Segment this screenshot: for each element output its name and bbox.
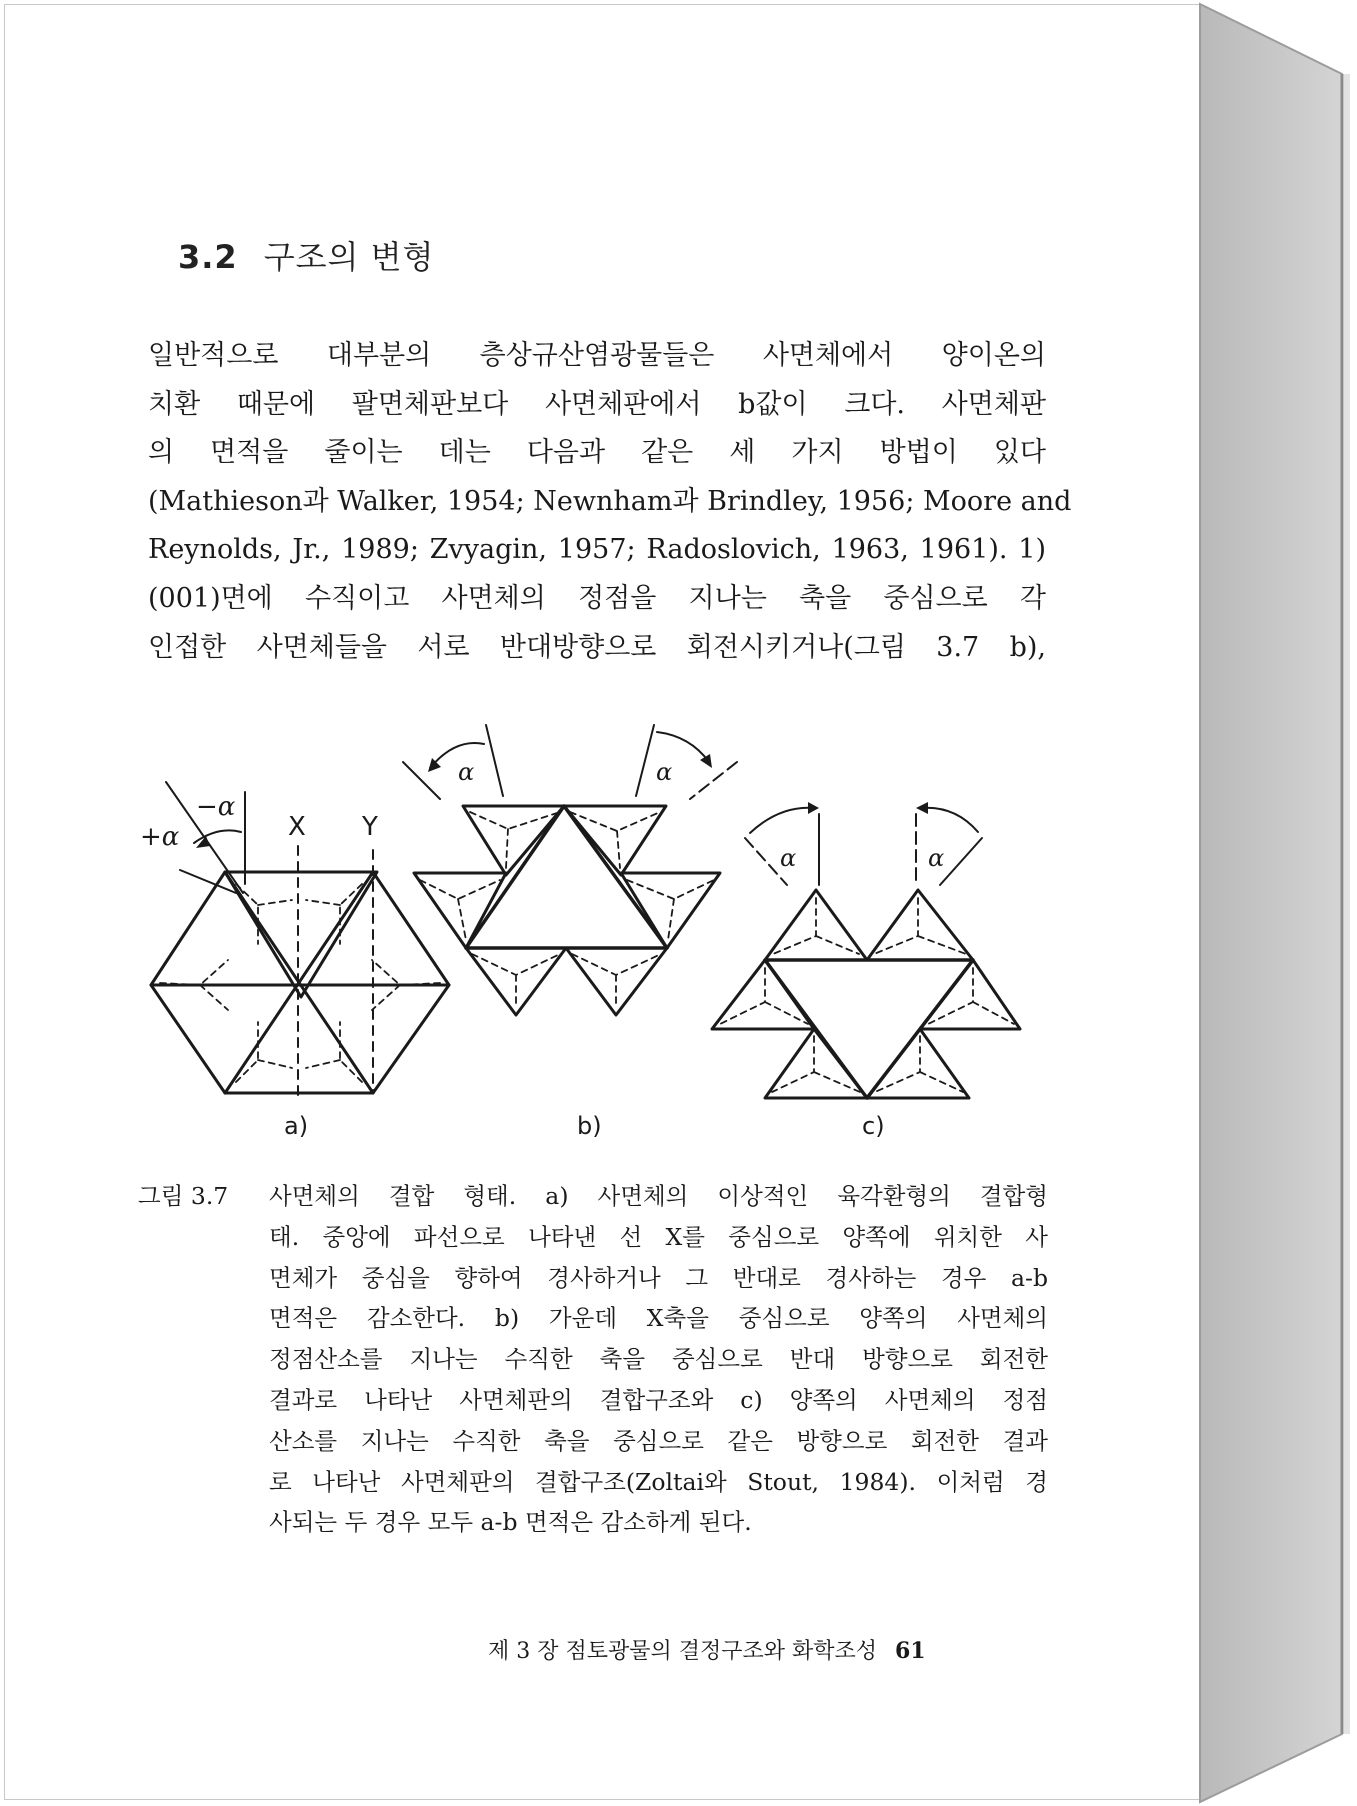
alpha-label-b-right: α (656, 758, 673, 786)
caption-line: 면적은 감소한다. b) 가운데 X축을 중심으로 양쪽의 사면체의 (269, 1304, 1048, 1333)
caption-line: 결과로 나타난 사면체판의 결합구조와 c) 양쪽의 사면체의 정점 (269, 1385, 1048, 1414)
alpha-label-b-left: α (458, 758, 475, 786)
section-number: 3.2 (178, 238, 238, 276)
body-line: 인접한 사면체들을 서로 반대방향으로 회전시키거나(그림 3.7 b), (148, 631, 1046, 663)
angle-minus-label: −α (196, 792, 236, 822)
caption-line: 사되는 두 경우 모두 a-b 면적은 감소하게 된다. (269, 1508, 752, 1537)
body-line: Reynolds, Jr., 1989; Zvyagin, 1957; Radoslovich, 1963, 1961). 1) (148, 534, 1046, 566)
body-line: 치환 때문에 팔면체판보다 사면체판에서 b값이 크다. 사면체판 (148, 388, 1046, 420)
caption-label: 그림 3.7 (138, 1182, 229, 1210)
page-number: 61 (895, 1638, 926, 1664)
body-line: 일반적으로 대부분의 층상규산염광물들은 사면체에서 양이온의 (148, 340, 1046, 371)
caption-line: 산소를 지나는 수직한 축을 중심으로 같은 방향으로 회전한 결과 (269, 1426, 1048, 1455)
section-title-text: 구조의 변형 (263, 238, 435, 276)
running-footer (488, 1634, 1036, 1665)
alpha-label-c-left: α (780, 844, 797, 872)
axis-label-y: Y (362, 812, 378, 842)
axis-label-x: X (288, 812, 306, 842)
panel-label-a: a) (284, 1112, 309, 1140)
body-line: 의 면적을 줄이는 데는 다음과 같은 세 가지 방법이 있다 (148, 437, 1046, 469)
panel-label-c: c) (862, 1112, 885, 1140)
caption-line: 정점산소를 지나는 수직한 축을 중심으로 반대 방향으로 회전한 (269, 1345, 1048, 1374)
body-line: (Mathieson과 Walker, 1954; Newnham과 Brindley, 1956; Moore and (148, 485, 1072, 517)
body-line: (001)면에 수직이고 사면체의 정점을 지나는 축을 중심으로 각 (148, 582, 1046, 614)
panel-label-b: b) (577, 1112, 602, 1140)
caption-line: 면체가 중심을 향하여 경사하거나 그 반대로 경사하는 경우 a-b (269, 1263, 1048, 1292)
caption-line: 사면체의 결합 형태. a) 사면체의 이상적인 육각환형의 결합형 (269, 1182, 1048, 1210)
caption-line: 태. 중앙에 파선으로 나타낸 선 X를 중심으로 양쪽에 위치한 사 (269, 1222, 1048, 1251)
angle-plus-label: +α (140, 822, 180, 852)
alpha-label-c-right: α (928, 844, 945, 872)
caption-body (269, 1176, 1048, 1543)
chapter-title: 제 3 장 점토광물의 결정구조와 화학조성 (488, 1639, 877, 1664)
caption-line: 로 나타난 사면체판의 결합구조(Zoltai와 Stout, 1984). 이처럼 경 (269, 1467, 1048, 1496)
